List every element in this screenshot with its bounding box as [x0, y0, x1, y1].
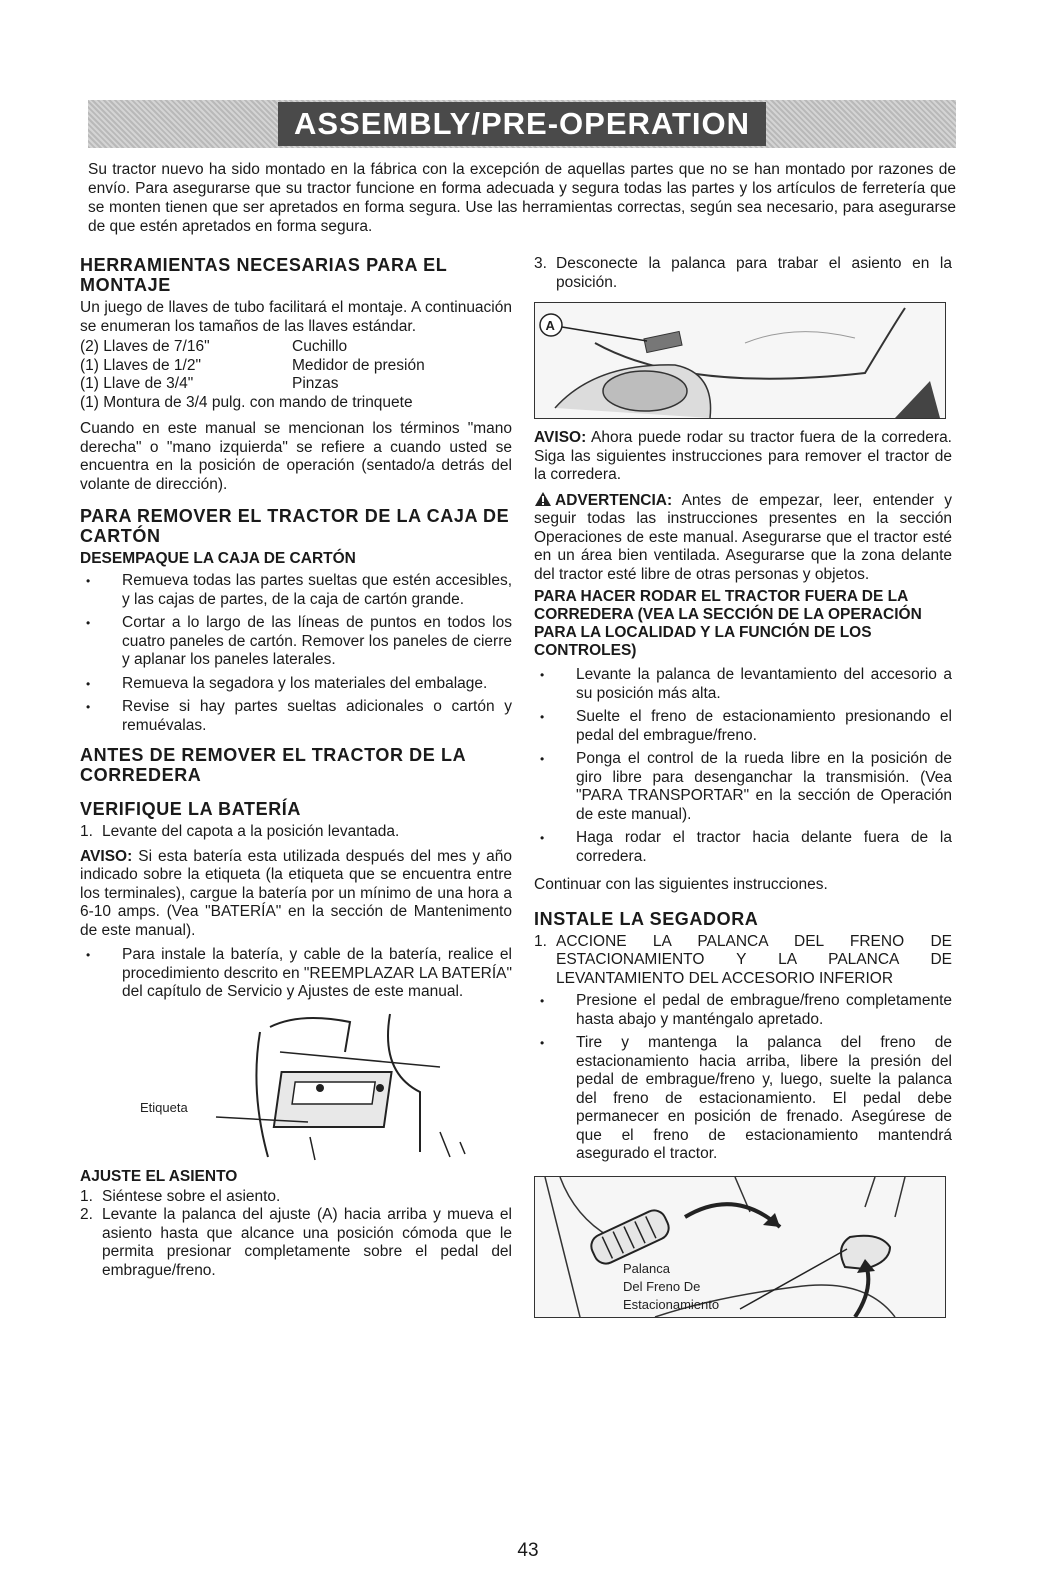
- list-item: • Haga rodar el tractor hacia delante fuera de la corredera.: [534, 829, 952, 866]
- page-number: 43: [517, 1540, 539, 1561]
- left-column: [80, 255, 512, 1286]
- battery-list: [80, 946, 512, 1002]
- list-item: [534, 933, 952, 989]
- tool-item: Pinzas: [292, 375, 339, 392]
- list-item: [80, 1206, 512, 1280]
- step-number: 3.: [534, 255, 547, 272]
- notice-text: Si esta batería esta utilizada después del mes y año indicado sobre la etiqueta (la etiqueta que se encuentra entre los terminales), cargue la batería por un mínimo de una hora a 6-10 amps. (Vea "BATERÍA" en la sección de Mantenimento de este manual).: [80, 847, 513, 939]
- step-number: 2.: [80, 1206, 93, 1223]
- step-number: 1.: [80, 823, 93, 840]
- figure-caption-line: Del Freno De: [623, 1278, 701, 1294]
- callout-a-label: A: [545, 318, 555, 333]
- tool-item: (1) Llaves de 1/2": [80, 356, 201, 374]
- install-list: [534, 992, 952, 1164]
- hand-note: Cuando en este manual se mencionan los términos "mano derecha" o "mano izquierda" se refiere a cuando usted se encuentra en la posición de operación (sentado/a detrás del volante de dirección).: [80, 420, 512, 493]
- page-title: ASSEMBLY/PRE-OPERATION: [278, 102, 766, 146]
- step-number: 1.: [534, 932, 547, 950]
- parking-brake-illustration: [534, 1176, 946, 1318]
- tools-heading: HERRAMIENTAS NECESARIAS PARA EL MONTAJE: [80, 255, 447, 295]
- notice-label: AVISO:: [534, 429, 587, 446]
- remove-box-heading: PARA REMOVER EL TRACTOR DE LA CAJA DE CARTÓN: [80, 506, 510, 546]
- roll-heading: PARA HACER RODAR EL TRACTOR FUERA DE LA CORREDERA (VEA LA SECCIÓN DE LA OPERACIÓN PARA LA LOCALIDAD Y LA FUNCIÓN DE LOS CONTROLES): [534, 588, 922, 659]
- seat-steps: [80, 1188, 512, 1281]
- figure-caption-line: Palanca: [623, 1260, 670, 1276]
- install-heading: INSTALE LA SEGADORA: [534, 908, 759, 929]
- list-item: • Suelte el freno de estacionamiento presionando el pedal del embrague/freno.: [534, 708, 952, 745]
- warning-icon: [534, 491, 552, 507]
- tool-item: Cuchillo: [292, 338, 348, 355]
- list-item: • Remueva la segadora y los materiales del embalage.: [80, 675, 512, 694]
- list-item: • Tire y mantenga la palanca del freno de estacionamiento hacia arriba, libere la presión del pedal de embrague/freno y, luego, suelte la palanca del freno de estacionamiento. El pedal debe permanecer en posición de frenado. Asegúrese de que el freno de estacionamiento mantendrá asegurado el tractor.: [534, 1034, 952, 1164]
- notice-text: Ahora puede rodar su tractor fuera de la corredera. Siga las siguientes instrucciones para remover el tractor de la corredera.: [534, 429, 952, 483]
- warning-label: ADVERTENCIA:: [555, 491, 673, 509]
- list-item: [534, 255, 952, 292]
- tool-row: [80, 338, 512, 357]
- section-banner: [88, 100, 956, 148]
- step-number: 1.: [80, 1187, 93, 1205]
- tool-item: (1) Llave de 3/4": [80, 375, 194, 392]
- figure-caption-line: Estacionamiento: [623, 1296, 720, 1312]
- right-column: [534, 255, 952, 1318]
- tool-row: [80, 375, 512, 394]
- warning-text: Antes de empezar, leer, entender y seguir todas las instrucciones presentes en la sección Operaciones de este manual. Asegurarse que el tractor esté en un área bien ventilada. Asegurarse que la zona delante del tractor esté libre de otras personas y objetos.: [534, 491, 953, 583]
- list-item: • Presione el pedal de embrague/freno completamente hasta abajo y manténgalo apretado.: [534, 992, 952, 1029]
- seat-step-3: [534, 255, 952, 292]
- seat-heading: AJUSTE EL ASIENTO: [80, 1167, 238, 1185]
- tool-row: [80, 357, 512, 376]
- battery-heading: VERIFIQUE LA BATERÍA: [80, 799, 302, 819]
- list-item: • Remueva todas las partes sueltas que estén accesibles, y las cajas de partes, de la caja de cartón grande.: [80, 572, 512, 609]
- tools-list: [80, 338, 512, 412]
- step-text: Desconecte la palanca para trabar el asiento en la posición.: [556, 255, 952, 291]
- seat-lever-illustration: [534, 302, 946, 419]
- battery-illustration: [140, 1012, 470, 1162]
- unpack-list: [80, 572, 512, 735]
- tool-item: (2) Llaves de 7/16": [80, 338, 210, 355]
- callout-a-leader: [562, 327, 647, 341]
- tool-item: Medidor de presión: [292, 356, 425, 374]
- battery-label-text: Etiqueta: [140, 1099, 188, 1115]
- tool-item: (1) Montura de 3/4 pulg. con mando de trinquete: [80, 393, 413, 411]
- intro-paragraph: Su tractor nuevo ha sido montado en la fábrica con la excepción de aquellas partes que no se han montado por razones de envío. Para asegurarse que su tractor funcione en forma adecuada y segura todas las partes y los artículos de ferretería que se monten tienen que ser apretados en forma segura. Use las herramientas correctas, según sea necesario, para asegurarse de que estén apretados en forma segura.: [88, 161, 956, 235]
- list-item: • Cortar a lo largo de las líneas de puntos en todos los cuatro paneles de cartón. Remover los paneles de cierre y aplanar los paneles laterales.: [80, 614, 512, 670]
- tool-row: [80, 394, 512, 413]
- list-item: [80, 823, 512, 842]
- list-item: [80, 1188, 512, 1207]
- battery-notice: [80, 848, 512, 941]
- continue-text: Continuar con las siguientes instrucciones.: [534, 876, 828, 893]
- roll-list: [534, 666, 952, 866]
- install-steps: [534, 933, 952, 989]
- battery-steps: [80, 823, 512, 842]
- list-item: • Para instale la batería, y cable de la batería, realice el procedimiento descrito en "REEMPLAZAR LA BATERÍA" del capítulo de Servicio y Ajustes de este manual.: [80, 946, 512, 1002]
- roll-notice: [534, 429, 952, 485]
- list-item: • Ponga el control de la rueda libre en la posición de giro libre para desenganchar la transmisión. (Vea "PARA TRANSPORTAR" en la sección de Operación de este manual).: [534, 750, 952, 824]
- step-text: Levante la palanca del ajuste (A) hacia arriba y mueva el asiento hasta que alcance una posición cómoda que le permita presionar completamente sobre el pedal del embrague/freno.: [102, 1206, 512, 1279]
- step-text: Siéntese sobre el asiento.: [102, 1187, 281, 1205]
- caption-leader-line: [740, 1249, 847, 1309]
- notice-label: AVISO:: [80, 847, 133, 865]
- unpack-subheading: DESEMPAQUE LA CAJA DE CARTÓN: [80, 550, 356, 567]
- list-item: • Revise si hay partes sueltas adicionales o cartón y remuévalas.: [80, 698, 512, 735]
- step-text: ACCIONE LA PALANCA DEL FRENO DE ESTACIONAMIENTO Y LA PALANCA DE LEVANTAMIENTO DEL ACCESORIO INFERIOR: [556, 932, 952, 987]
- warning-paragraph: [534, 491, 952, 585]
- tools-text: Un juego de llaves de tubo facilitará el montaje. A continuación se enumeran los tamaños de las llaves estándar.: [80, 299, 512, 335]
- step-text: Levante del capota a la posición levantada.: [102, 823, 400, 840]
- list-item: • Levante la palanca de levantamiento del accesorio a su posición más alta.: [534, 666, 952, 703]
- before-remove-heading: ANTES DE REMOVER EL TRACTOR DE LA CORREDERA: [80, 745, 466, 785]
